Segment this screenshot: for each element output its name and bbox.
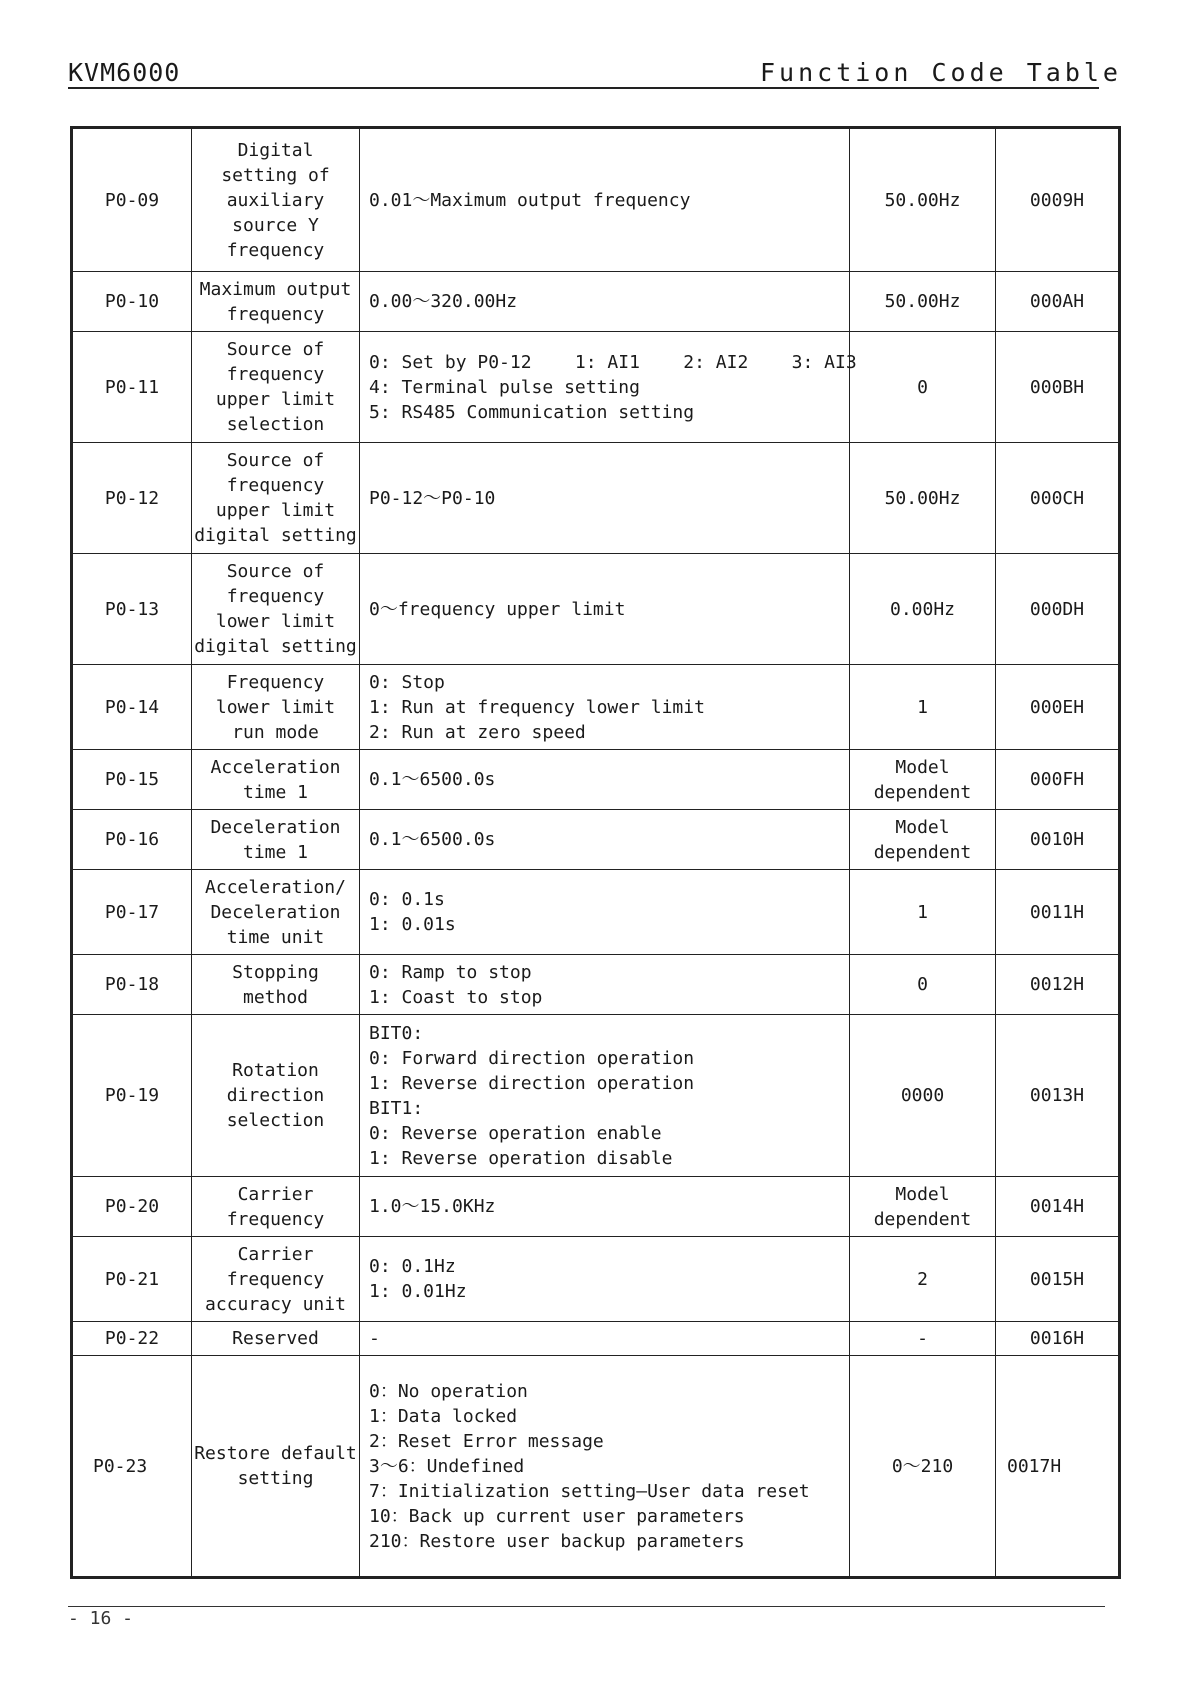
parameter-name-line: Acceleration/	[205, 876, 346, 898]
setting-range-line: 1: Reverse direction operation	[369, 1072, 695, 1094]
parameter-name-cell	[192, 810, 360, 870]
parameter-name-line: frequency	[226, 303, 325, 325]
default-value-line: dependent	[873, 841, 972, 863]
setting-range-cell	[360, 128, 850, 272]
function-code-row	[72, 665, 1120, 750]
parameter-name-line: auxiliary	[226, 189, 325, 211]
setting-range-line: 1: 0.01Hz	[369, 1281, 467, 1302]
setting-range-line: 1：Data locked	[369, 1405, 518, 1427]
parameter-name-cell	[192, 665, 360, 750]
default-value-cell	[850, 128, 996, 272]
setting-range-cell	[360, 1177, 850, 1237]
parameter-name-line: frequency	[226, 239, 325, 261]
default-value-line: 50.00Hz	[884, 291, 961, 312]
function-code-cell: P0-12	[72, 443, 192, 554]
setting-range-line: 0.01～Maximum output frequency	[369, 189, 691, 211]
setting-range-line: 0: Set by P0-12 1: AI1 2: AI2 3: AI3	[369, 351, 857, 373]
default-value-line: -	[917, 1328, 928, 1349]
setting-range-line: 0：No operation	[369, 1380, 528, 1402]
function-code-cell: P0-17	[72, 870, 192, 955]
parameter-name-line: upper limit	[215, 500, 336, 521]
address-cell: 0013H	[996, 1015, 1120, 1177]
parameter-name-cell	[192, 1322, 360, 1356]
address-cell: 0011H	[996, 870, 1120, 955]
function-code-row	[72, 955, 1120, 1015]
setting-range-line: 1: Reverse operation disable	[369, 1147, 673, 1169]
function-code-cell: P0-18	[72, 955, 192, 1015]
function-code-row	[72, 554, 1120, 665]
parameter-name-line: Deceleration	[210, 816, 341, 838]
setting-range-line: 7：Initialization setting—User data reset	[369, 1480, 810, 1502]
parameter-name-line: setting	[237, 1468, 314, 1489]
default-value-line: 2	[917, 1268, 928, 1290]
setting-range-cell	[360, 272, 850, 332]
setting-range-line: 3～6：Undefined	[369, 1455, 525, 1477]
setting-range-line: 0.1～6500.0s	[369, 829, 496, 850]
function-code-row	[72, 443, 1120, 554]
setting-range-line: 0.1～6500.0s	[369, 769, 496, 790]
setting-range-cell	[360, 1356, 850, 1578]
parameter-name-cell	[192, 1237, 360, 1322]
parameter-name-line: time 1	[242, 841, 309, 863]
parameter-name-line: Stopping	[232, 961, 319, 983]
page-number: - 16 -	[68, 1608, 134, 1629]
setting-range-line: 0～frequency upper limit	[369, 598, 626, 620]
parameter-name-line: Rotation	[232, 1060, 319, 1081]
function-code-cell: P0-22	[72, 1322, 192, 1356]
address-cell: 000AH	[996, 272, 1120, 332]
setting-range-cell	[360, 810, 850, 870]
default-value-cell	[850, 332, 996, 443]
function-code-row	[72, 1177, 1120, 1237]
address-cell: 0014H	[996, 1177, 1120, 1237]
parameter-name-line: Source of	[226, 561, 325, 582]
setting-range-line: 0: 0.1Hz	[369, 1256, 456, 1277]
setting-range-cell	[360, 750, 850, 810]
parameter-name-line: accuracy unit	[205, 1293, 346, 1315]
parameter-name-line: time 1	[242, 781, 309, 803]
function-code-row	[72, 332, 1120, 443]
setting-range-cell	[360, 665, 850, 750]
default-value-line: 1	[917, 901, 928, 923]
document-section-title: Function Code Table	[760, 58, 1122, 87]
parameter-name-line: Deceleration	[210, 901, 341, 923]
setting-range-cell	[360, 1015, 850, 1177]
setting-range-line: 2: Run at zero speed	[369, 721, 586, 743]
setting-range-line: 0: Reverse operation enable	[369, 1122, 662, 1144]
default-value-line: dependent	[873, 781, 972, 803]
parameter-name-line: Maximum output	[199, 278, 352, 300]
function-code-cell: P0-16	[72, 810, 192, 870]
default-value-cell	[850, 1322, 996, 1356]
default-value-cell	[850, 870, 996, 955]
address-cell: 0012H	[996, 955, 1120, 1015]
parameter-name-line: Acceleration	[210, 756, 341, 778]
parameter-name-line: Frequency	[226, 671, 325, 693]
parameter-name-line: frequency	[226, 475, 325, 496]
parameter-name-line: selection	[226, 1110, 325, 1131]
setting-range-line: 0.00～320.00Hz	[369, 291, 518, 312]
function-code-cell: P0-10	[72, 272, 192, 332]
parameter-name-line: digital setting	[194, 525, 357, 546]
parameter-name-line: Source of	[226, 450, 325, 471]
parameter-name-cell	[192, 128, 360, 272]
parameter-name-cell	[192, 332, 360, 443]
setting-range-line: 10：Back up current user parameters	[369, 1505, 745, 1527]
function-code-row	[72, 1237, 1120, 1322]
default-value-line: 50.00Hz	[884, 189, 961, 211]
setting-range-line: BIT0:	[369, 1022, 424, 1044]
setting-range-cell	[360, 955, 850, 1015]
address-cell: 000BH	[996, 332, 1120, 443]
parameter-name-line: direction	[226, 1085, 325, 1106]
setting-range-line: 0: Stop	[369, 671, 445, 693]
address-cell: 000CH	[996, 443, 1120, 554]
address-cell: 0009H	[996, 128, 1120, 272]
parameter-name-line: lower limit	[215, 611, 336, 632]
function-code-cell: P0-19	[72, 1015, 192, 1177]
footer-rule	[68, 1606, 1105, 1607]
parameter-name-cell	[192, 1356, 360, 1578]
function-code-cell: P0-23	[72, 1356, 192, 1578]
address-cell: 0015H	[996, 1237, 1120, 1322]
default-value-line: 0.00Hz	[889, 598, 956, 620]
parameter-name-line: Carrier	[237, 1183, 314, 1205]
default-value-line: Model	[895, 756, 950, 778]
parameter-name-line: frequency	[226, 1268, 325, 1290]
setting-range-line: 0: Ramp to stop	[369, 961, 532, 983]
parameter-name-cell	[192, 1177, 360, 1237]
default-value-line: 0	[917, 974, 928, 995]
address-cell: 000FH	[996, 750, 1120, 810]
parameter-name-line: Reserved	[232, 1328, 319, 1349]
parameter-name-line: frequency	[226, 1208, 325, 1230]
function-code-cell: P0-20	[72, 1177, 192, 1237]
default-value-cell	[850, 272, 996, 332]
setting-range-line: 0: 0.1s	[369, 889, 445, 910]
default-value-line: 0000	[900, 1085, 945, 1106]
parameter-name-line: Restore default	[194, 1443, 357, 1464]
setting-range-line: 1.0～15.0KHz	[369, 1196, 496, 1217]
parameter-name-line: method	[242, 986, 309, 1008]
parameter-name-cell	[192, 870, 360, 955]
header-rule	[68, 87, 1099, 89]
parameter-name-line: selection	[226, 414, 325, 435]
parameter-name-cell	[192, 272, 360, 332]
address-cell: 000DH	[996, 554, 1120, 665]
function-code-cell: P0-15	[72, 750, 192, 810]
parameter-name-line: Digital	[237, 139, 314, 161]
default-value-cell	[850, 750, 996, 810]
function-code-row	[72, 750, 1120, 810]
default-value-cell	[850, 810, 996, 870]
setting-range-line: -	[369, 1328, 380, 1349]
default-value-line: 1	[917, 696, 928, 718]
parameter-name-line: Carrier	[237, 1243, 314, 1265]
parameter-name-line: Source of	[226, 339, 325, 360]
setting-range-line: P0-12～P0-10	[369, 487, 496, 509]
setting-range-line: 5: RS485 Communication setting	[369, 401, 695, 423]
parameter-name-line: frequency	[226, 364, 325, 385]
function-code-row	[72, 1322, 1120, 1356]
function-code-cell: P0-13	[72, 554, 192, 665]
parameter-name-cell	[192, 955, 360, 1015]
function-code-row	[72, 1356, 1120, 1578]
setting-range-cell	[360, 332, 857, 443]
function-code-cell: P0-09	[72, 128, 192, 272]
setting-range-line: BIT1:	[369, 1097, 424, 1119]
default-value-line: Model	[895, 1183, 950, 1205]
default-value-cell	[850, 1237, 996, 1322]
address-cell: 0010H	[996, 810, 1120, 870]
parameter-name-line: frequency	[226, 586, 325, 607]
address-cell: 0016H	[996, 1322, 1120, 1356]
default-value-cell	[850, 443, 996, 554]
setting-range-line: 0: Forward direction operation	[369, 1047, 695, 1069]
setting-range-line: 1: Coast to stop	[369, 986, 543, 1008]
setting-range-line: 1: 0.01s	[369, 914, 456, 935]
setting-range-cell	[360, 870, 850, 955]
default-value-cell	[850, 1015, 996, 1177]
parameter-name-line: digital setting	[194, 636, 357, 657]
function-code-cell: P0-11	[72, 332, 192, 443]
function-code-row	[72, 1015, 1120, 1177]
setting-range-cell	[360, 554, 850, 665]
function-code-cell: P0-14	[72, 665, 192, 750]
parameter-name-cell	[192, 443, 360, 554]
function-code-row	[72, 810, 1120, 870]
parameter-name-line: run mode	[232, 721, 319, 743]
parameter-name-cell	[192, 1015, 360, 1177]
parameter-name-cell	[192, 554, 360, 665]
default-value-cell	[850, 665, 996, 750]
default-value-cell	[850, 1356, 996, 1578]
parameter-name-cell	[192, 750, 360, 810]
parameter-name-line: lower limit	[215, 696, 336, 718]
address-cell: 000EH	[996, 665, 1120, 750]
function-code-table	[70, 126, 1121, 1579]
default-value-cell	[850, 1177, 996, 1237]
default-value-cell	[850, 554, 996, 665]
parameter-name-line: upper limit	[215, 389, 336, 410]
default-value-line: 0～210	[891, 1455, 954, 1477]
parameter-name-line: time unit	[226, 926, 325, 948]
setting-range-cell	[360, 1237, 850, 1322]
default-value-line: Model	[895, 816, 950, 838]
function-code-row	[72, 272, 1120, 332]
setting-range-line: 1: Run at frequency lower limit	[369, 696, 705, 718]
default-value-cell	[850, 955, 996, 1015]
function-code-cell: P0-21	[72, 1237, 192, 1322]
address-cell: 0017H	[996, 1356, 1120, 1578]
document-model-name: KVM6000	[68, 58, 181, 87]
default-value-line: 50.00Hz	[884, 487, 961, 509]
setting-range-line: 4: Terminal pulse setting	[369, 376, 640, 398]
function-code-row	[72, 870, 1120, 955]
function-code-row	[72, 128, 1120, 272]
setting-range-line: 210：Restore user backup parameters	[369, 1530, 745, 1552]
default-value-line: 0	[917, 376, 928, 398]
setting-range-cell	[360, 443, 850, 554]
parameter-name-line: setting of	[221, 164, 330, 186]
setting-range-line: 2：Reset Error message	[369, 1430, 604, 1452]
setting-range-cell	[360, 1322, 850, 1356]
default-value-line: dependent	[873, 1208, 972, 1230]
parameter-name-line: source Y	[232, 214, 319, 236]
